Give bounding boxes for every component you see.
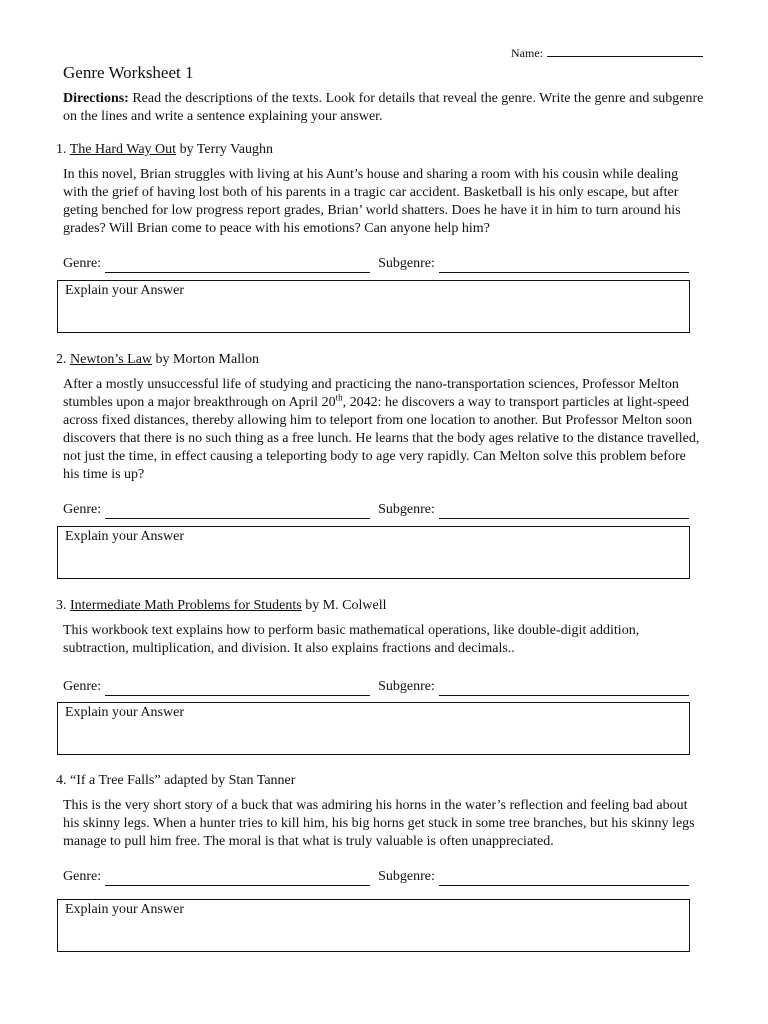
book-byline: by Morton Mallon [152,352,259,367]
question-3 [56,597,704,755]
subgenre-blank-line[interactable] [439,505,689,519]
genre-label: Genre: [63,679,102,694]
genre-row [63,501,704,519]
book-title: Newton’s Law [70,352,153,367]
book-byline: adapted by Stan Tanner [160,773,296,788]
genre-row [63,255,704,273]
item-heading [56,597,704,615]
subgenre-blank-line[interactable] [439,682,689,696]
item-heading [56,772,704,790]
subgenre-label: Subgenre: [378,256,435,271]
book-byline: by M. Colwell [301,598,387,613]
ordinal-superscript: th [335,392,343,403]
genre-label: Genre: [63,256,102,271]
genre-row [63,868,704,886]
story-title: “If a Tree Falls” [70,773,161,788]
question-1 [56,141,704,333]
genre-blank-line[interactable] [105,505,370,519]
directions [63,90,713,126]
subgenre-blank-line[interactable] [439,872,689,886]
item-heading [56,351,704,369]
explain-answer-box[interactable] [57,702,690,755]
name-blank-line[interactable] [547,46,703,57]
item-description: In this novel, Brian struggles with living at his Aunt’s house and sharing a room with his cousin while dealing with the grief of having lost both of his parents in a tragic car accident. Basketball is his only escape, but after geting benched for low progress report grades, Brian’ world shatters. Does he have it in him to turn around his grades? Will Brian come to peace with his emotions? Can anyone help him? [63,167,681,236]
description-part: , 2042: he discovers a way to transport particles at light-speed across fixed distances, thereby allowing him to teleport from one location to another. But Professor Melton soon discovers that there is no such thing as a free lunch. He learns that the body ages relative to the distance travelled, not just the time, in effect causing a teleporting body to age very rapidly. Can Melton solve this problem before his time is up? [63,395,700,482]
item-description: This workbook text explains how to perform basic mathematical operations, like double-digit addition, subtraction, multiplication, and division. It also explains fractions and decimals.. [63,623,640,656]
question-2 [56,351,704,579]
subgenre-label: Subgenre: [378,502,435,517]
subgenre-label: Subgenre: [378,679,435,694]
genre-blank-line[interactable] [105,259,370,273]
description-part: After a mostly unsuccessful life of studying and practicing the nano-transportation sciences, Professor Melton stumbles upon a major breakthrough on April 20 [63,377,679,410]
explain-label: Explain your Answer [65,902,184,917]
item-description: This is the very short story of a buck that was admiring his horns in the water’s reflection and feeling bad about his skinny legs. When a hunter tries to kill him, his big horns get stuck in some tree branches, but his skinny legs manage to pull him free. The moral is that what is truly valuable is often unappreciated. [63,798,695,849]
book-title: The Hard Way Out [69,142,177,157]
subgenre-blank-line[interactable] [439,259,689,273]
name-label: Name: [511,46,543,60]
explain-answer-box[interactable] [57,526,690,579]
item-number: 1. [56,142,67,157]
item-number: 3. [56,598,67,613]
genre-label: Genre: [63,502,102,517]
name-field[interactable] [511,46,703,61]
genre-row [63,678,704,696]
explain-label: Explain your Answer [65,529,184,544]
book-title: Intermediate Math Problems for Students [70,598,302,613]
subgenre-label: Subgenre: [378,869,435,884]
item-number: 4. [56,773,67,788]
genre-blank-line[interactable] [105,872,370,886]
item-description [63,376,703,484]
directions-label: Directions: [63,91,129,106]
book-byline: by Terry Vaughn [176,142,273,157]
directions-text: Read the descriptions of the texts. Look for details that reveal the genre. Write the genre and subgenre on the lines and write a sentence explaining your answer. [63,91,704,124]
item-heading [56,141,704,159]
explain-answer-box[interactable] [57,280,690,333]
genre-blank-line[interactable] [105,682,370,696]
question-4 [56,772,704,952]
explain-label: Explain your Answer [65,283,184,298]
worksheet-title: Genre Worksheet 1 [63,63,194,82]
explain-answer-box[interactable] [57,899,690,952]
item-number: 2. [56,352,67,367]
explain-label: Explain your Answer [65,705,184,720]
genre-label: Genre: [63,869,102,884]
